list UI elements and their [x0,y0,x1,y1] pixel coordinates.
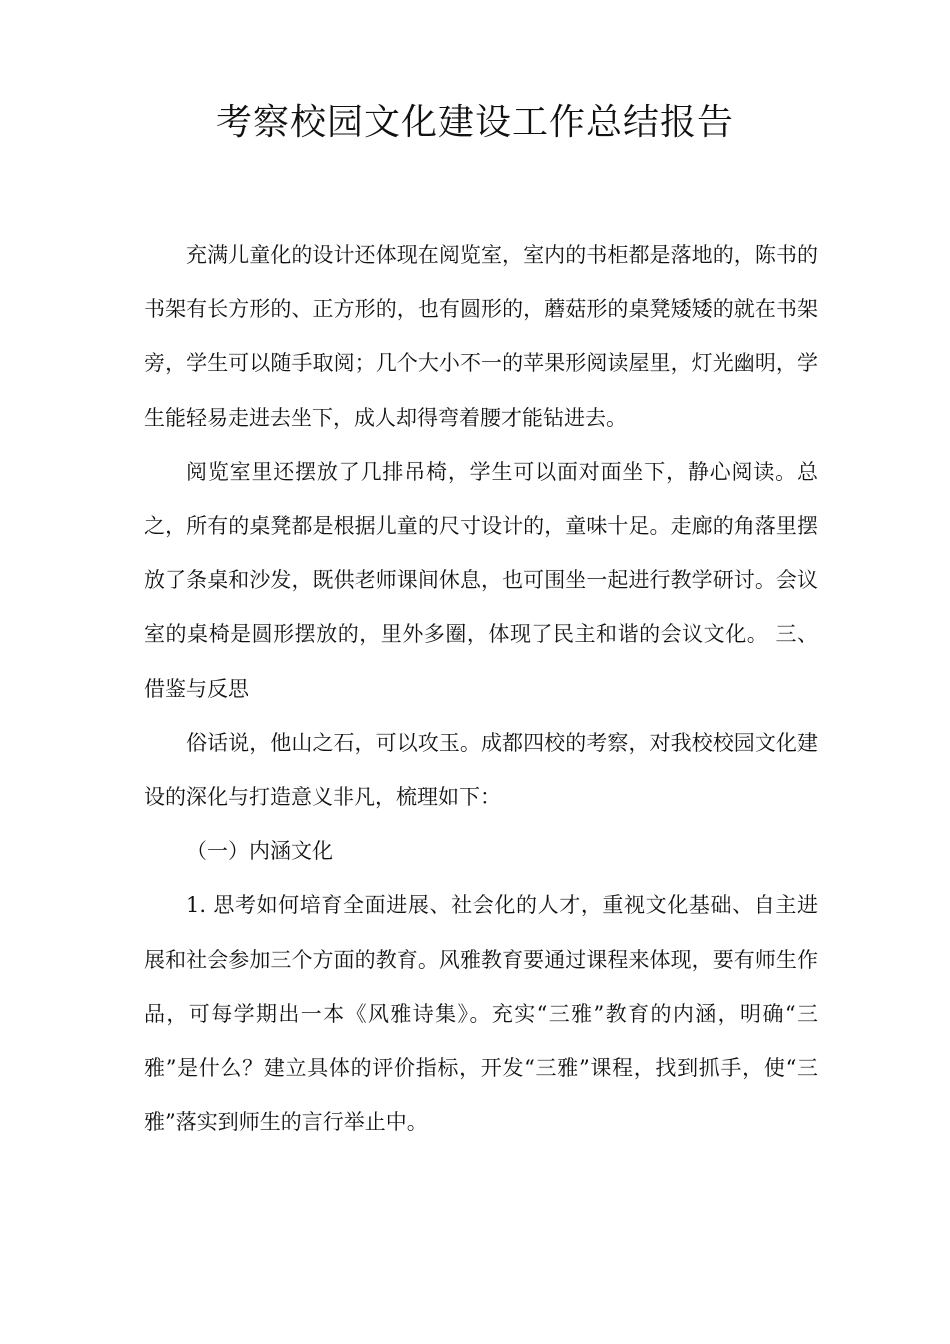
document-body [144,228,818,1149]
paragraph-proverb: 俗话说，他山之石，可以攻玉。成都四校的考察，对我校校园文化建设的深化与打造意义非凡，梳理如下： [144,730,818,810]
paragraph-reading-room: 充满儿童化的设计还体现在阅览室，室内的书柜都是落地的，陈书的书架有长方形的、正方形的，也有圆形的，蘑菇形的桌凳矮矮的就在书架旁，学生可以随手取阅；几个大小不一的苹果形阅读屋里，灯光幽明，学生能轻易走进去坐下，成人却得弯着腰才能钻进去。 [144,243,818,430]
paragraph-hanging-chairs: 阅览室里还摆放了几排吊椅，学生可以面对面坐下，静心阅读。总之，所有的桌凳都是根据儿童的尺寸设计的，童味十足。走廊的角落里摆放了条桌和沙发，既供老师课间休息，也可围坐一起进行教学研讨。会议室的桌椅是圆形摆放的，里外多圈，体现了民主和谐的会议文化。 三、借鉴与反思 [144,459,818,701]
paragraph-point-one: 1. 思考如何培育全面进展、社会化的人才，重视文化基础、自主进展和社会参加三个方面的教育。风雅教育要通过课程来体现，要有师生作品，可每学期出一本《风雅诗集》。充实“三雅”教育的内涵，明确“三雅”是什么？建立具体的评价指标，开发“三雅”课程，找到抓手，使“三雅”落实到师生的言行举止中。 [144,893,818,1135]
document-title: 考察校园文化建设工作总结报告 [215,102,734,143]
section-heading-connotation-culture: （一）内涵文化 [186,839,333,864]
